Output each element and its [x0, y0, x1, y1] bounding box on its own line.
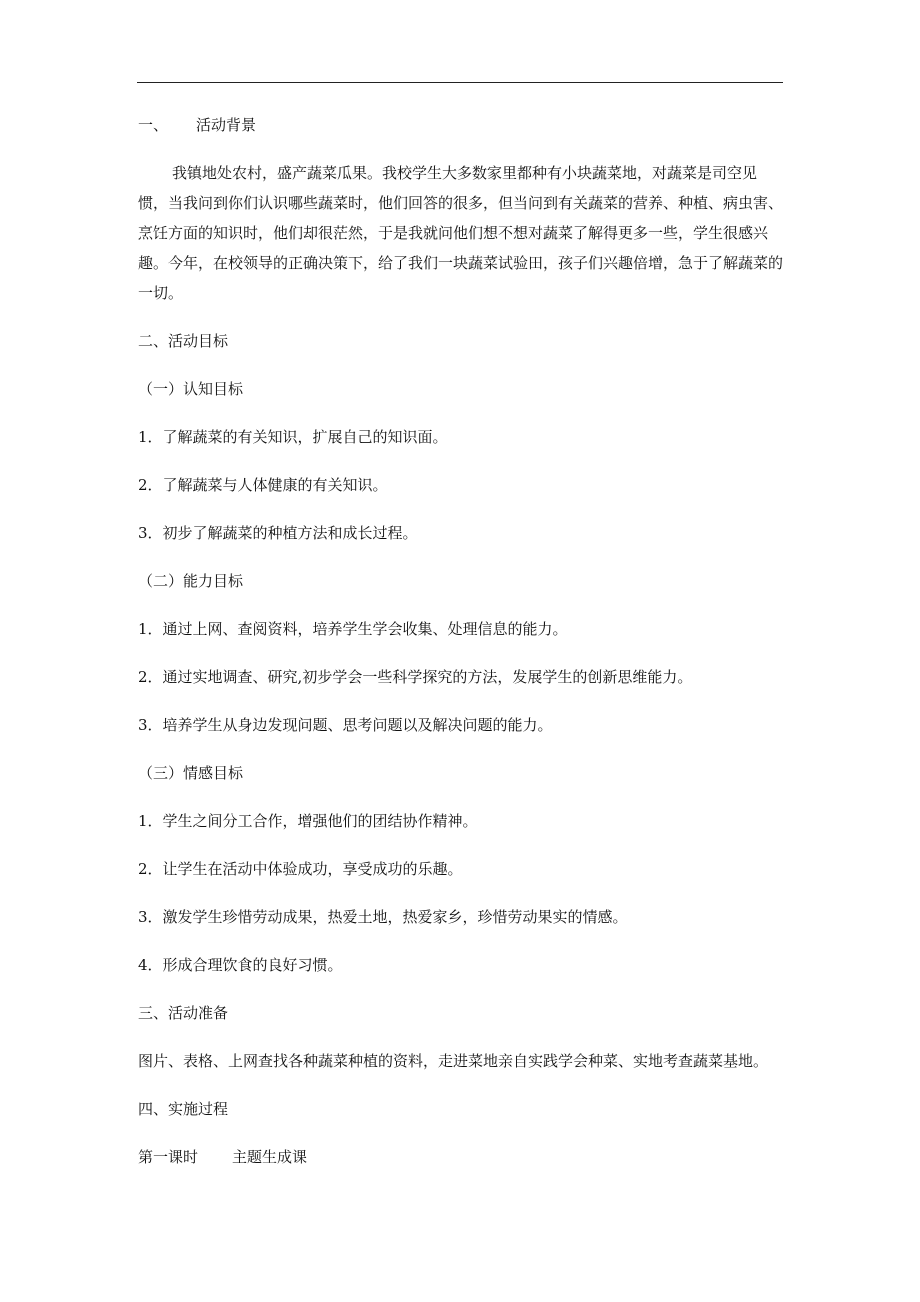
header-rule	[137, 82, 783, 83]
lesson-heading	[138, 1142, 784, 1172]
section-title: 活动背景	[196, 116, 257, 134]
list-item: 2．让学生在活动中体验成功，享受成功的乐趣。	[138, 860, 463, 878]
section-heading-preparation: 三、活动准备	[138, 1004, 229, 1022]
lesson-title: 主题生成课	[232, 1148, 308, 1166]
subheading-emotion: （三）情感目标	[138, 764, 244, 782]
section-heading-background	[138, 110, 784, 140]
background-paragraph: 我镇地处农村，盛产蔬菜瓜果。我校学生大多数家里都种有小块蔬菜地，对蔬菜是司空见惯，当我问到你们认识哪些蔬菜时，他们回答的很多，但当问到有关蔬菜的营养、种植、病虫害、烹饪方面的知识时，他们却很茫然，于是我就问他们想不想对蔬菜了解得更多一些，学生很感兴趣。今年，在校领导的正确决策下，给了我们一块蔬菜试验田，孩子们兴趣倍增，急于了解蔬菜的一切。	[138, 164, 784, 302]
preparation-paragraph: 图片、表格、上网查找各种蔬菜种植的资料，走进菜地亲自实践学会种菜、实地考查蔬菜基地。	[138, 1052, 769, 1070]
list-item: 1．通过上网、查阅资料，培养学生学会收集、处理信息的能力。	[138, 620, 568, 638]
list-item: 3．初步了解蔬菜的种植方法和成长过程。	[138, 524, 418, 542]
list-item: 3．激发学生珍惜劳动成果，热爱土地，热爱家乡，珍惜劳动果实的情感。	[138, 908, 628, 926]
list-item: 2．通过实地调查、研究,初步学会一些科学探究的方法，发展学生的创新思维能力。	[138, 668, 693, 686]
list-item: 1．了解蔬菜的有关知识，扩展自己的知识面。	[138, 428, 448, 446]
subheading-ability: （二）能力目标	[138, 572, 244, 590]
section-heading-process: 四、实施过程	[138, 1100, 229, 1118]
list-item: 1．学生之间分工合作，增强他们的团结协作精神。	[138, 812, 478, 830]
list-item: 3．培养学生从身边发现问题、思考问题以及解决问题的能力。	[138, 716, 553, 734]
subheading-cognitive: （一）认知目标	[138, 380, 244, 398]
section-number: 一、	[138, 116, 169, 134]
lesson-label: 第一课时	[138, 1148, 199, 1166]
section-heading-goals: 二、活动目标	[138, 332, 229, 350]
list-item: 4．形成合理饮食的良好习惯。	[138, 956, 343, 974]
list-item: 2．了解蔬菜与人体健康的有关知识。	[138, 476, 388, 494]
document-body	[138, 110, 784, 1190]
